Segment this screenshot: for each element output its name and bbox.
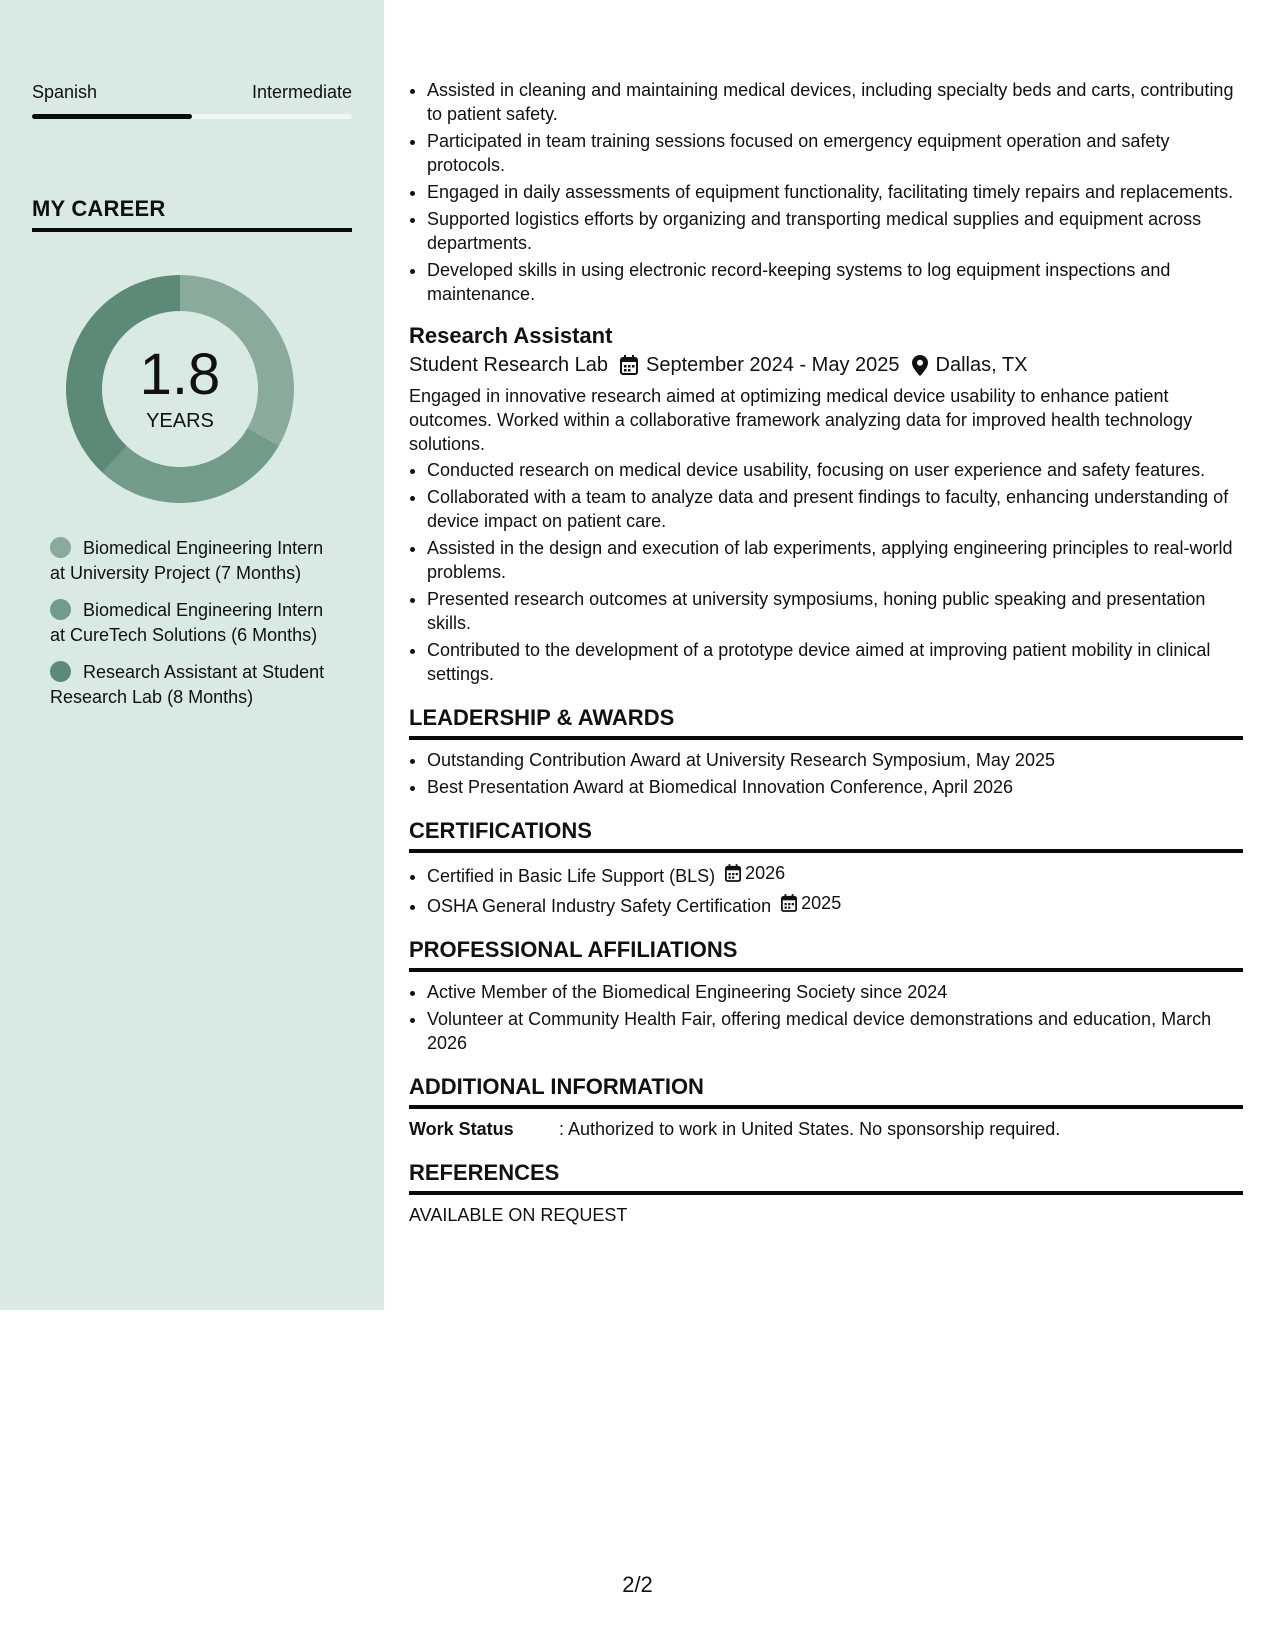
page-number: 2/2 [622, 1572, 653, 1597]
certification-year: 2026 [725, 861, 785, 885]
career-donut-segment [102, 428, 278, 503]
job-location: Dallas, TX [935, 354, 1028, 376]
calendar-icon [725, 864, 745, 882]
job-title: Research Assistant [409, 323, 613, 348]
work-status-row [409, 1117, 1243, 1141]
career-total-unit: YEARS [146, 410, 214, 432]
work-status-value: : Authorized to work in United States. No sponsorship required. [559, 1119, 1061, 1139]
job-bullet: • Conducted research on medical device usability, focusing on user experience and safety features. [427, 458, 1243, 482]
career-item-label: Biomedical Engineering Intern at CureTech Solutions (6 Months) [50, 600, 324, 645]
career-legend-dot [50, 599, 71, 620]
job-company: Student Research Lab [409, 354, 609, 376]
job-bullet: • Collaborated with a team to analyze data and present findings to faculty, enhancing understanding of device impact on patient care. [427, 485, 1243, 533]
awards-list [409, 748, 1243, 799]
awards-heading: LEADERSHIP & AWARDS [409, 704, 1243, 740]
language-row [32, 82, 352, 103]
job-bullet: • Contributed to the development of a prototype device aimed at improving patient mobility in clinical settings. [427, 638, 1243, 686]
job-bullet: • Presented research outcomes at university symposiums, honing public speaking and presentation skills. [427, 587, 1243, 635]
previous-job-bullet: • Participated in team training sessions focused on emergency equipment operation and safety protocols. [427, 129, 1243, 177]
location-pin-icon [912, 355, 928, 376]
calendar-icon [781, 894, 801, 912]
language-level: Intermediate [251, 82, 352, 102]
sidebar [0, 0, 384, 1310]
previous-job-bullet: • Developed skills in using electronic record-keeping systems to log equipment inspections and maintenance. [427, 258, 1243, 306]
career-total-value: 1.8 [139, 342, 221, 407]
work-status-label: Work Status [409, 1119, 514, 1139]
main-content [409, 78, 1243, 1227]
previous-job-bullet: • Assisted in cleaning and maintaining medical devices, including specialty beds and carts, contributing to patient safety. [427, 78, 1243, 126]
certification-item [427, 861, 1243, 888]
job-bullets [409, 458, 1243, 686]
affiliation-item: • Volunteer at Community Health Fair, offering medical device demonstrations and education, March 2026 [427, 1007, 1243, 1055]
affiliations-list [409, 980, 1243, 1055]
additional-info-heading: ADDITIONAL INFORMATION [409, 1073, 1243, 1109]
job-bullet: • Assisted in the design and execution of lab experiments, applying engineering principles to real-world problems. [427, 536, 1243, 584]
affiliation-item: • Active Member of the Biomedical Engineering Society since 2024 [427, 980, 1243, 1004]
certification-name: OSHA General Industry Safety Certification [427, 896, 772, 916]
affiliations-heading: PROFESSIONAL AFFILIATIONS [409, 936, 1243, 972]
career-item [50, 536, 340, 586]
award-item: • Outstanding Contribution Award at University Research Symposium, May 2025 [427, 748, 1243, 772]
language-proficiency-fill [32, 114, 192, 119]
career-legend-dot [50, 661, 71, 682]
previous-job-bullets [409, 78, 1243, 306]
language-name: Spanish [32, 82, 98, 102]
job-description: Engaged in innovative research aimed at optimizing medical device usability to enhance patient outcomes. Worked within a collaborative framework analyzing data for improved health technology solutions. [409, 386, 1193, 454]
previous-job-bullet: • Engaged in daily assessments of equipment functionality, facilitating timely repairs and replacements. [427, 180, 1243, 204]
certification-name: Certified in Basic Life Support (BLS) [427, 866, 716, 886]
job-meta [409, 350, 1243, 380]
career-item-label: Biomedical Engineering Intern at University Project (7 Months) [50, 538, 324, 583]
language-proficiency-bar [32, 114, 352, 119]
certifications-list [409, 861, 1243, 918]
previous-job-bullet: • Supported logistics efforts by organizing and transporting medical supplies and equipment across departments. [427, 207, 1243, 255]
career-list [50, 536, 340, 722]
career-item-label: Research Assistant at Student Research Lab (8 Months) [50, 662, 325, 707]
career-item [50, 660, 340, 710]
certification-item [427, 891, 1243, 918]
career-item [50, 598, 340, 648]
job-dates: September 2024 - May 2025 [646, 354, 900, 376]
certification-year: 2025 [781, 891, 841, 915]
career-heading: MY CAREER [32, 196, 352, 232]
career-legend-dot [50, 537, 71, 558]
award-item: • Best Presentation Award at Biomedical Innovation Conference, April 2026 [427, 775, 1243, 799]
references-text: AVAILABLE ON REQUEST [409, 1205, 628, 1225]
certifications-heading: CERTIFICATIONS [409, 817, 1243, 853]
references-heading: REFERENCES [409, 1159, 1243, 1195]
calendar-icon [620, 355, 638, 375]
